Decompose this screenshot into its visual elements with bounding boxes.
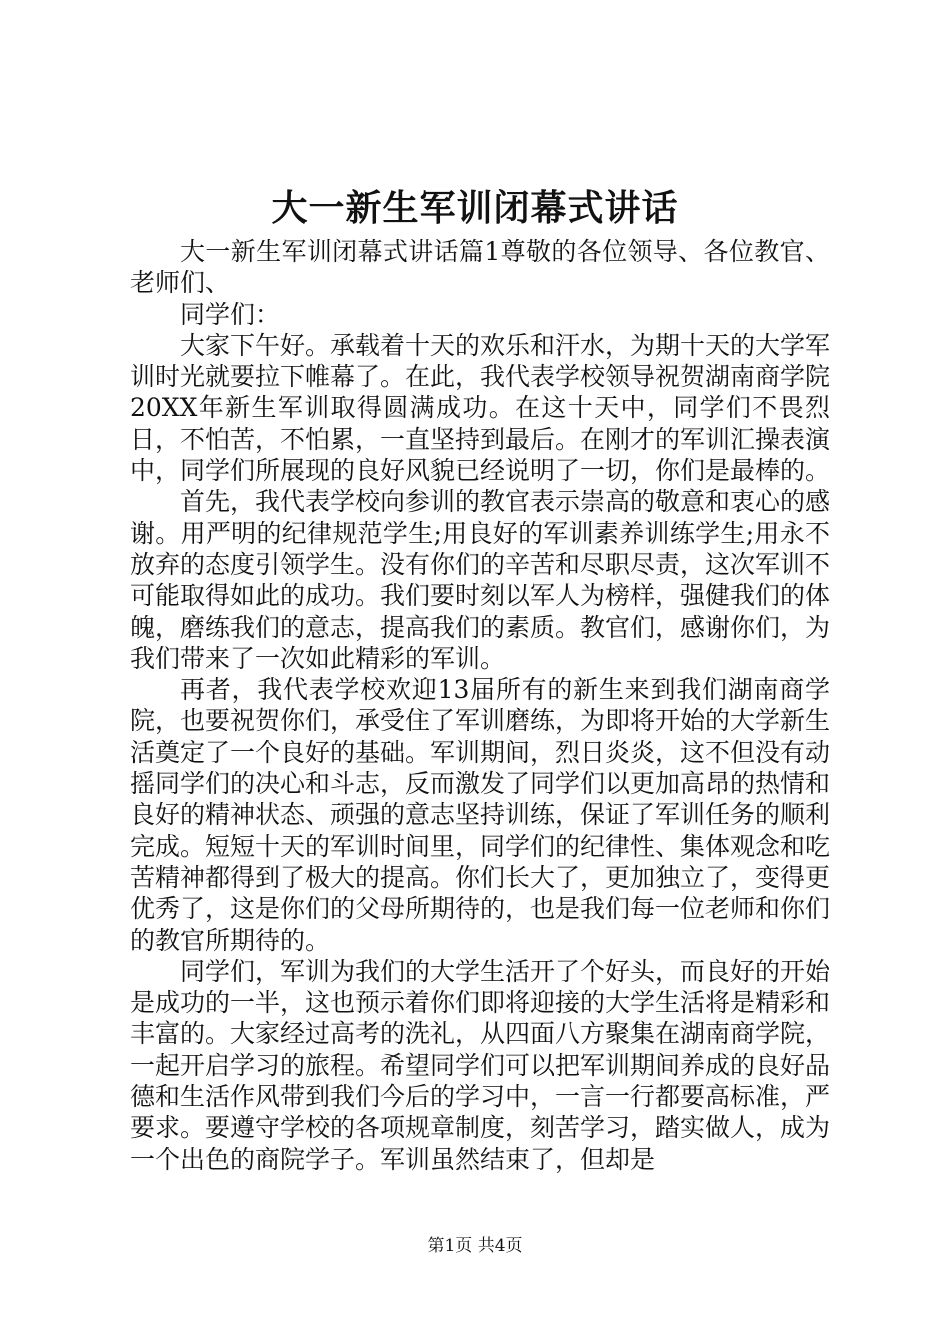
document-title: 大一新生军训闭幕式讲话 [271,187,679,229]
page-footer: 第1页 共4页 [427,1236,523,1256]
paragraph: 同学们： [180,299,281,329]
paragraph: 同学们，军训为我们的大学生活开了个好头，而良好的开始是成功的一半，这也预示着你们即将迎接的大学生活将是精彩和丰富的。大家经过高考的洗礼，从四面八方聚集在湖南商学院，一起开启学习的旅程。希望同学们可以把军训期间养成的良好品德和生活作风带到我们今后的学习中，一言一行都要高标准，严要求。要遵守学校的各项规章制度，刻苦学习，踏实做人，成为一个出色的商院学子。军训虽然结束了，但却是 [130,956,831,1174]
paragraph: 大一新生军训闭幕式讲话篇1尊敬的各位领导、各位教官、老师们、 [130,237,830,298]
document-body [130,236,830,1175]
paragraph: 大家下午好。承载着十天的欢乐和汗水，为期十天的大学军训时光就要拉下帷幕了。在此，我代表学校领导祝贺湖南商学院20XX年新生军训取得圆满成功。在这十天中，同学们不畏烈日，不怕苦，不怕累，一直坚持到最后。在刚才的军训汇操表演中，同学们所展现的良好风貌已经说明了一切，你们是最棒的。 [130,330,831,486]
paragraph: 再者，我代表学校欢迎13届所有的新生来到我们湖南商学院，也要祝贺你们，承受住了军训磨练，为即将开始的大学新生活奠定了一个良好的基础。军训期间，烈日炎炎，这不但没有动摇同学们的决心和斗志，反而激发了同学们以更加高昂的热情和良好的精神状态、顽强的意志坚持训练，保证了军训任务的顺利完成。短短十天的军训时间里，同学们的纪律性、集体观念和吃苦精神都得到了极大的提高。你们长大了，更加独立了，变得更优秀了，这是你们的父母所期待的，也是我们每一位老师和你们的教官所期待的。 [130,675,831,955]
paragraph: 首先，我代表学校向参训的教官表示崇高的敬意和衷心的感谢。用严明的纪律规范学生;用良好的军训素养训练学生;用永不放弃的态度引领学生。没有你们的辛苦和尽职尽责，这次军训不可能取得如此的成功。我们要时刻以军人为榜样，强健我们的体魄，磨练我们的意志，提高我们的素质。教官们，感谢你们，为我们带来了一次如此精彩的军训。 [130,487,831,673]
